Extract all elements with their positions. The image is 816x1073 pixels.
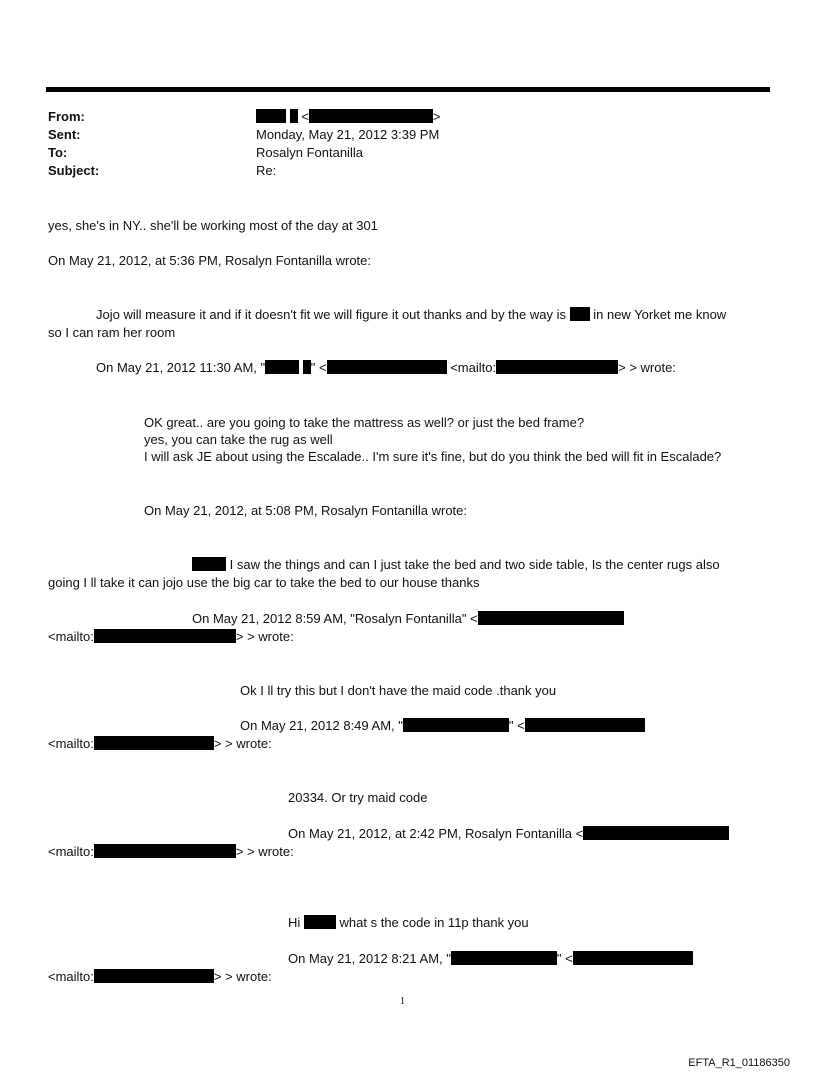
redaction bbox=[570, 307, 590, 321]
quoted-line: going I ll take it can jojo use the big car to take the bed to our house thanks bbox=[48, 575, 480, 590]
from-value bbox=[256, 109, 440, 125]
to-label: To: bbox=[48, 145, 68, 160]
redaction bbox=[451, 951, 557, 965]
redaction bbox=[309, 109, 433, 123]
redaction bbox=[478, 611, 624, 625]
quoted-line: so I can ram her room bbox=[48, 325, 176, 340]
text-segment: On May 21, 2012 8:21 AM, " bbox=[288, 951, 451, 966]
header-rule bbox=[46, 87, 770, 92]
redaction bbox=[583, 826, 729, 840]
text-segment: On May 21, 2012 8:59 AM, "Rosalyn Fontanilla" < bbox=[192, 611, 478, 626]
quoted-header bbox=[288, 826, 729, 842]
text-segment: > > wrote: bbox=[213, 736, 272, 751]
text-segment: " < bbox=[508, 718, 525, 733]
text-segment: <mailto: bbox=[48, 969, 94, 984]
redaction bbox=[265, 360, 299, 374]
text-segment: <mailto: bbox=[48, 844, 94, 859]
text-segment: <mailto: bbox=[48, 629, 94, 644]
text-segment: > > wrote: bbox=[235, 844, 294, 859]
text-segment: " < bbox=[310, 360, 327, 375]
redaction bbox=[94, 629, 236, 643]
redaction bbox=[192, 557, 226, 571]
sent-value: Monday, May 21, 2012 3:39 PM bbox=[256, 127, 440, 142]
text-segment: On May 21, 2012 8:49 AM, " bbox=[240, 718, 403, 733]
quoted-line: OK great.. are you going to take the mattress as well? or just the bed frame? bbox=[144, 415, 585, 430]
text-segment: I saw the things and can I just take the bed and two side table, Is the center rugs also bbox=[229, 557, 720, 572]
text-segment: Hi bbox=[288, 915, 301, 930]
redaction bbox=[525, 718, 645, 732]
sent-label: Sent: bbox=[48, 127, 81, 142]
redaction bbox=[304, 915, 336, 929]
quoted-line bbox=[96, 307, 726, 323]
quoted-line: yes, you can take the rug as well bbox=[144, 432, 333, 447]
redaction bbox=[290, 109, 298, 123]
subject-label: Subject: bbox=[48, 163, 100, 178]
text-segment: > > wrote: bbox=[618, 360, 676, 375]
quoted-header bbox=[192, 611, 624, 627]
quoted-header bbox=[48, 629, 294, 645]
text-segment: " < bbox=[556, 951, 573, 966]
text-segment: <mailto: bbox=[48, 736, 94, 751]
redaction bbox=[403, 718, 509, 732]
redaction bbox=[327, 360, 447, 374]
text-segment: > > wrote: bbox=[213, 969, 272, 984]
text-segment: > > wrote: bbox=[235, 629, 294, 644]
quoted-header bbox=[48, 736, 272, 752]
text-segment: On May 21, 2012, at 2:42 PM, Rosalyn Fontanilla < bbox=[288, 826, 584, 841]
redaction bbox=[496, 360, 618, 374]
document-id: EFTA_R1_01186350 bbox=[688, 1057, 790, 1069]
quoted-line bbox=[288, 915, 529, 931]
redaction bbox=[573, 951, 693, 965]
quoted-line: Ok I ll try this but I don't have the maid code .thank you bbox=[240, 683, 557, 698]
body-line: On May 21, 2012, at 5:36 PM, Rosalyn Fontanilla wrote: bbox=[48, 253, 372, 268]
quoted-header bbox=[48, 969, 272, 985]
body-line: yes, she's in NY.. she'll be working most of the day at 301 bbox=[48, 218, 378, 233]
from-gt: > bbox=[432, 109, 441, 124]
quoted-block bbox=[144, 413, 721, 466]
quoted-header bbox=[48, 844, 294, 860]
quoted-header bbox=[240, 718, 645, 734]
text-segment: in new Yorket me know bbox=[593, 307, 727, 322]
redaction bbox=[94, 736, 214, 750]
quoted-line bbox=[192, 557, 720, 573]
quoted-header: On May 21, 2012, at 5:08 PM, Rosalyn Fontanilla wrote: bbox=[144, 503, 468, 518]
text-segment: On May 21, 2012 11:30 AM, " bbox=[96, 360, 266, 375]
to-value: Rosalyn Fontanilla bbox=[256, 145, 363, 160]
text-segment: Jojo will measure it and if it doesn't fit we will figure it out thanks and by the way is bbox=[96, 307, 566, 322]
quoted-line: 20334. Or try maid code bbox=[288, 790, 428, 805]
redaction bbox=[94, 969, 214, 983]
redaction bbox=[256, 109, 286, 123]
page-number: 1 bbox=[400, 996, 405, 1007]
quoted-line: I will ask JE about using the Escalade.. I'm sure it's fine, but do you think the bed will fit in Escalade? bbox=[144, 449, 722, 464]
quoted-header bbox=[288, 951, 693, 967]
subject-value: Re: bbox=[256, 163, 277, 178]
quoted-header bbox=[96, 360, 676, 376]
text-segment: <mailto: bbox=[450, 360, 497, 375]
redaction bbox=[303, 360, 311, 374]
from-label: From: bbox=[48, 109, 85, 124]
text-segment: what s the code in 11p thank you bbox=[339, 915, 529, 930]
from-lt: < bbox=[301, 109, 309, 124]
redaction bbox=[94, 844, 236, 858]
